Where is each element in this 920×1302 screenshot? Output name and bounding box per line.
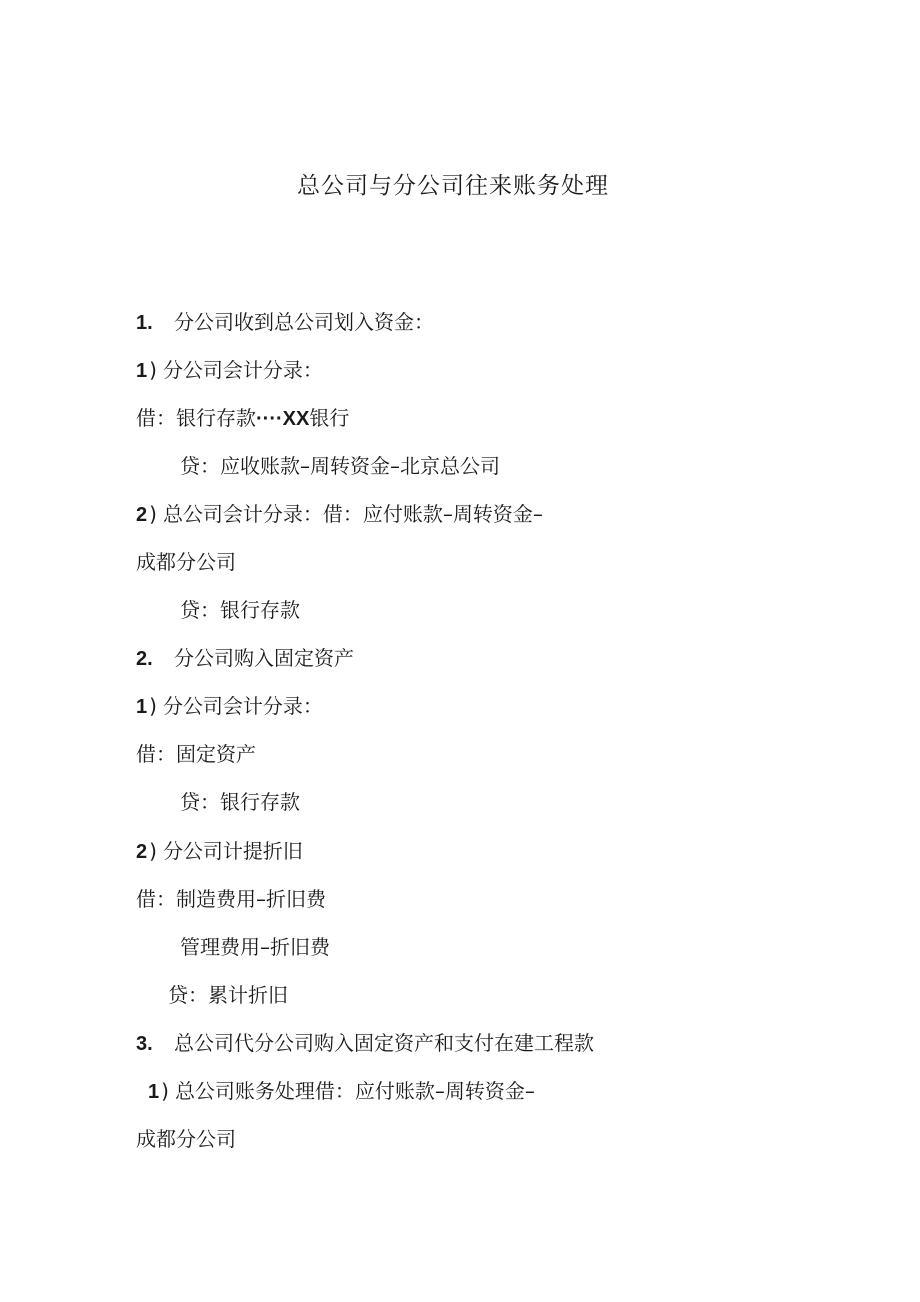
section-text: 总公司代分公司购入固定资产和支付在建工程款 xyxy=(174,1031,594,1055)
continuation-line xyxy=(136,1125,236,1153)
debit-line xyxy=(136,740,256,768)
line-text: 贷：银行存款 xyxy=(180,790,300,814)
subsection-line xyxy=(136,692,323,721)
paren: ) xyxy=(149,358,157,382)
credit-line xyxy=(180,596,300,624)
credit-line xyxy=(180,788,300,816)
bank-code: XX xyxy=(282,408,310,430)
section-heading-3 xyxy=(136,1029,594,1058)
line-text: 总公司会计分录：借：应付账款–周转资金– xyxy=(162,502,543,526)
line-text: 贷：银行存款 xyxy=(180,598,300,622)
line-text: 分公司计提折旧 xyxy=(162,839,303,863)
line-text: 借：银行存款 xyxy=(136,406,256,430)
section-number: 2. xyxy=(136,648,153,670)
debit-line xyxy=(136,404,349,433)
line-text: 贷：应收账款–周转资金–北京总公司 xyxy=(180,454,500,478)
line-text: 分公司会计分录： xyxy=(162,358,323,382)
section-text: 分公司购入固定资产 xyxy=(174,646,354,670)
section-text: 分公司收到总公司划入资金： xyxy=(174,310,434,334)
sub-number: 1 xyxy=(136,360,148,382)
line-text: 成都分公司 xyxy=(136,1127,236,1151)
sub-number: 2 xyxy=(136,841,148,863)
line-text: 借：制造费用–折旧费 xyxy=(136,887,326,911)
section-heading-2 xyxy=(136,644,354,673)
debit-line xyxy=(136,885,326,913)
paren: ) xyxy=(149,839,157,863)
subsection-line xyxy=(136,500,543,529)
credit-line xyxy=(168,981,288,1009)
section-heading-1 xyxy=(136,308,434,337)
continuation-line xyxy=(136,548,236,576)
line-text: 贷：累计折旧 xyxy=(168,983,288,1007)
section-number: 1. xyxy=(136,312,153,334)
line-text: 借：固定资产 xyxy=(136,742,256,766)
line-text: 总公司账务处理借：应付账款–周转资金– xyxy=(174,1079,535,1103)
sub-number: 1 xyxy=(136,696,148,718)
line-text: 分公司会计分录： xyxy=(162,694,323,718)
paren: ) xyxy=(161,1079,169,1103)
line-tail: 银行 xyxy=(309,406,350,430)
debit-line-continued xyxy=(180,933,330,961)
subsection-line xyxy=(148,1077,535,1106)
sub-number: 2 xyxy=(136,504,148,526)
subsection-line xyxy=(136,356,323,385)
line-text: 成都分公司 xyxy=(136,550,236,574)
section-number: 3. xyxy=(136,1033,153,1055)
sub-number: 1 xyxy=(148,1081,160,1103)
paren: ) xyxy=(149,502,157,526)
subsection-line xyxy=(136,837,303,866)
dots: ···· xyxy=(256,408,283,430)
page-title: 总公司与分公司往来账务处理 xyxy=(297,173,609,199)
paren: ) xyxy=(149,694,157,718)
line-text: 管理费用–折旧费 xyxy=(180,935,330,959)
credit-line xyxy=(180,452,500,480)
